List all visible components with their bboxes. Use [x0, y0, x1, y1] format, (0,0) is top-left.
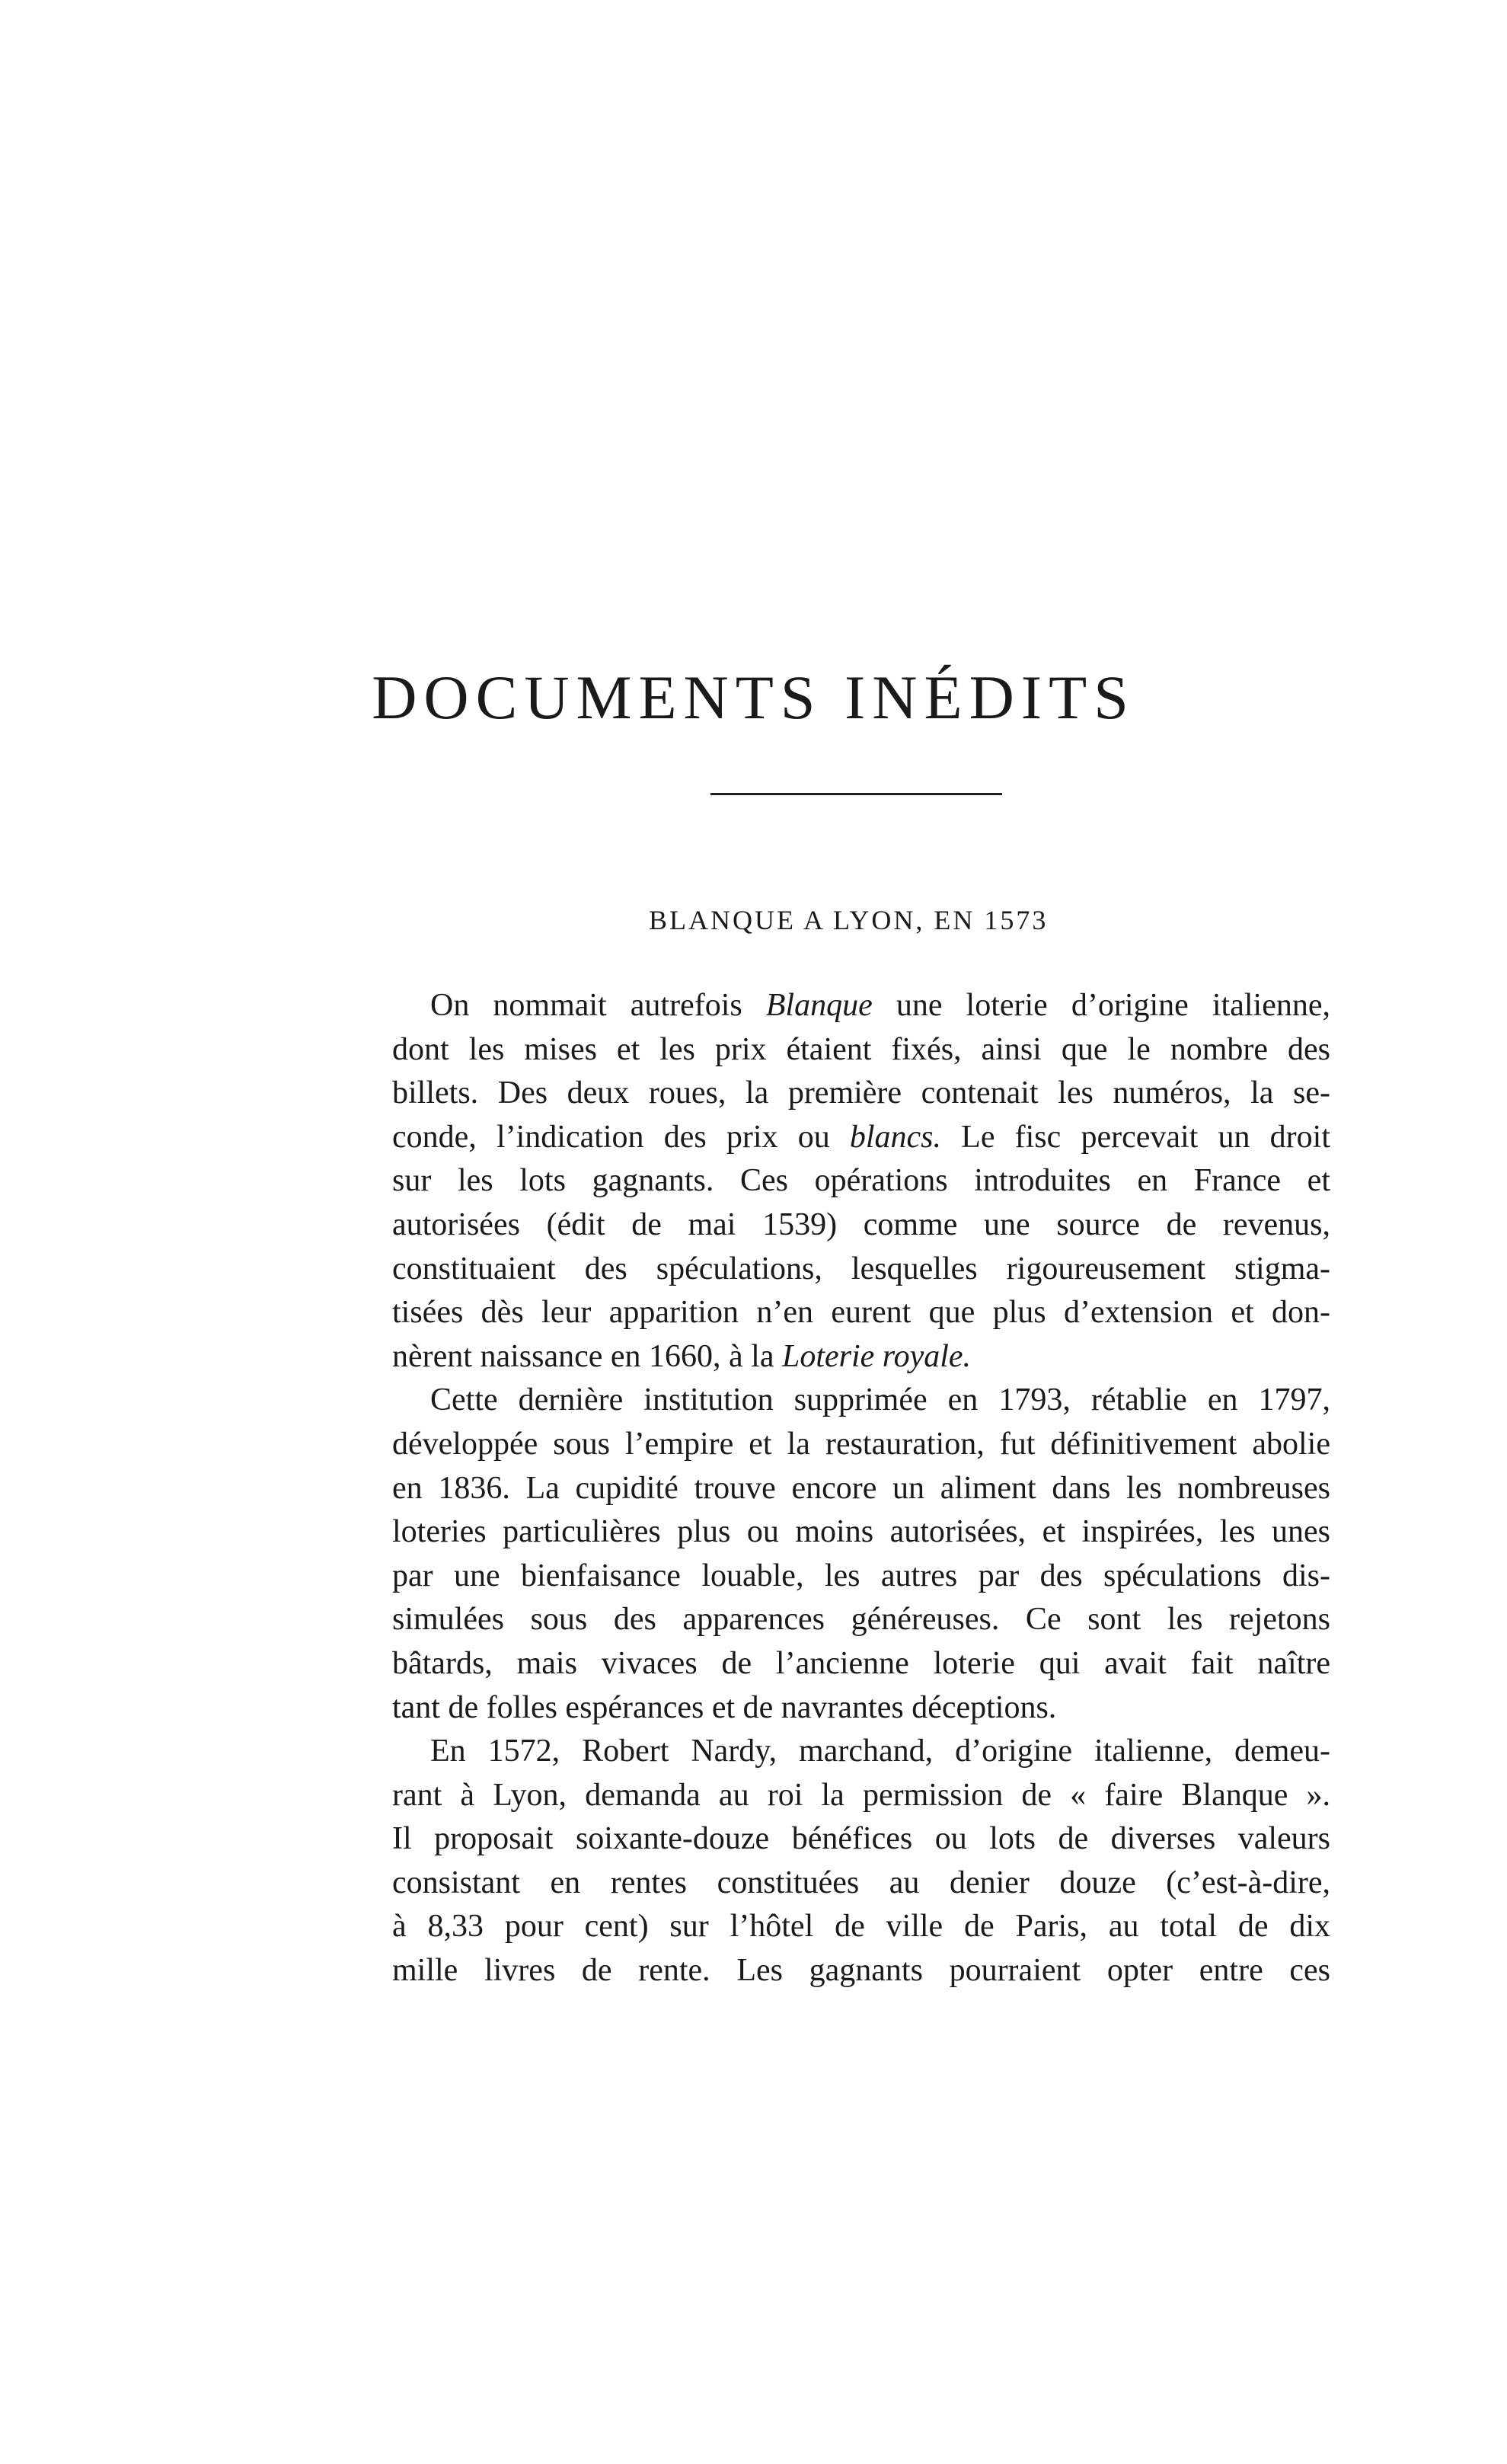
text-span: une loterie d’origine italienne, — [872, 988, 1330, 1023]
text-line — [392, 1203, 1330, 1248]
text-span: autorisées (édit de mai 1539) comme une source de revenus, — [392, 1206, 1330, 1242]
text-line — [392, 1642, 1330, 1686]
text-line — [392, 1423, 1330, 1467]
page-title: DOCUMENTS INÉDITS — [372, 663, 1135, 732]
text-line — [392, 1116, 1330, 1160]
text-line — [392, 1379, 1330, 1423]
text-span: billets. Des deux roues, la première contenait les numéros, la se- — [392, 1075, 1330, 1111]
text-line — [392, 1291, 1330, 1335]
text-span: développée sous l’empire et la restauration, fut définitivement abolie — [392, 1426, 1330, 1462]
section-heading: BLANQUE A LYON, EN 1573 — [649, 905, 1049, 935]
text-span: tant de folles espérances et de navrantes déceptions. — [392, 1689, 1057, 1725]
text-line — [392, 1555, 1330, 1599]
italic-text: Loterie royale. — [781, 1338, 972, 1374]
text-line — [392, 1598, 1330, 1642]
text-span: consistant en rentes constituées au denier douze (c’est-à-dire, — [392, 1865, 1330, 1900]
text-span: loteries particulières plus ou moins autorisées, et inspirées, les unes — [392, 1514, 1330, 1550]
text-span: constituaient des spéculations, lesquelles rigoureusement stigma- — [392, 1251, 1330, 1286]
body-text — [392, 984, 1330, 1993]
text-line — [392, 1686, 1330, 1731]
text-line — [392, 1467, 1330, 1511]
text-line — [392, 1817, 1330, 1862]
text-span: bâtards, mais vivaces de l’ancienne loterie qui avait fait naître — [392, 1645, 1330, 1681]
text-line — [392, 1862, 1330, 1906]
text-line — [392, 1949, 1330, 1993]
text-line — [392, 1510, 1330, 1555]
text-span: dont les mises et les prix étaient fixés, ainsi que le nombre des — [392, 1031, 1330, 1067]
italic-text: Blanque — [765, 988, 873, 1023]
text-span: sur les lots gagnants. Ces opérations introduites en France et — [392, 1163, 1330, 1199]
text-line — [392, 1730, 1330, 1774]
text-span: rant à Lyon, demanda au roi la permission de « faire Blanque ». — [392, 1777, 1330, 1813]
text-line — [392, 1072, 1330, 1116]
text-span: en 1836. La cupidité trouve encore un aliment dans les nombreuses — [392, 1470, 1330, 1506]
text-line — [392, 1028, 1330, 1072]
text-span: On nommait autrefois — [430, 988, 766, 1023]
text-line — [392, 1774, 1330, 1818]
text-span: tisées dès leur apparition n’en eurent que plus d’extension et don- — [392, 1295, 1330, 1331]
text-span: Il proposait soixante-douze bénéfices ou lots de diverses valeurs — [392, 1821, 1330, 1857]
text-span: à 8,33 pour cent) sur l’hôtel de ville de Paris, au total de dix — [392, 1909, 1330, 1945]
text-span: Le fisc percevait un droit — [941, 1119, 1330, 1155]
text-span: par une bienfaisance louable, les autres par des spéculations dis- — [392, 1558, 1330, 1593]
text-span: simulées sous des apparences généreuses. Ce sont les rejetons — [392, 1602, 1330, 1638]
title-rule — [710, 793, 1002, 795]
text-line — [392, 984, 1330, 1028]
text-line — [392, 1248, 1330, 1292]
text-line — [392, 1905, 1330, 1949]
text-span: conde, l’indication des prix ou — [392, 1119, 850, 1155]
text-line — [392, 1335, 1330, 1379]
text-span: Cette dernière institution supprimée en 1793, rétablie en 1797, — [430, 1382, 1330, 1418]
text-span: mille livres de rente. Les gagnants pourraient opter entre ces — [392, 1953, 1330, 1989]
text-span: nèrent naissance en 1660, à la — [392, 1338, 782, 1374]
text-line — [392, 1159, 1330, 1203]
text-span: En 1572, Robert Nardy, marchand, d’origine italienne, demeu- — [430, 1734, 1330, 1769]
italic-text: blancs. — [849, 1119, 942, 1155]
